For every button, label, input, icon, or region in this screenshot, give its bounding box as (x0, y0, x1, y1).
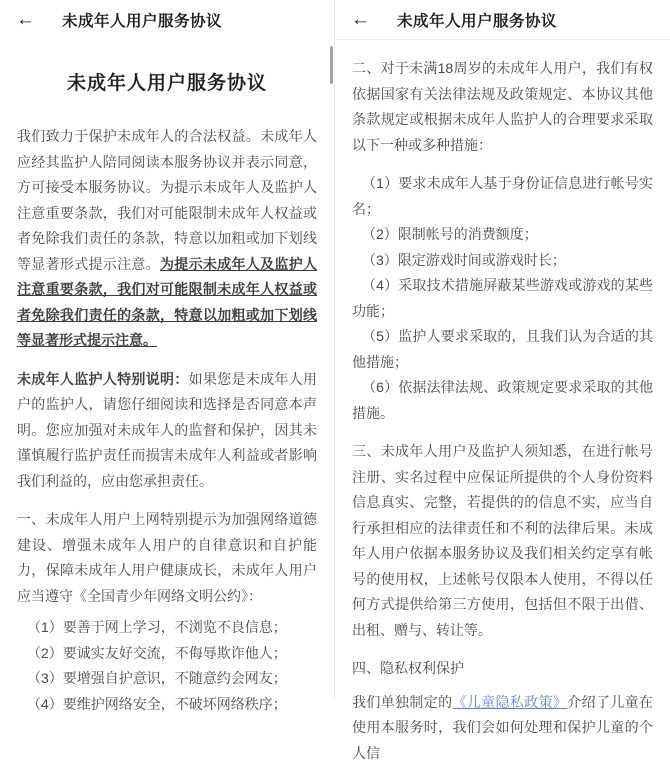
privacy-paragraph (352, 690, 653, 766)
list-item: （5）监护人要求采取的，且我们认为合适的其他措施； (352, 324, 653, 375)
measures-list (352, 171, 653, 426)
list-item: （4）要维护网络安全，不破坏网络秩序； (17, 692, 317, 718)
list-item: （2）要诚实友好交流，不侮辱欺诈他人； (17, 641, 317, 667)
right-document-body (335, 56, 670, 766)
intro-emphasis-text: 为提示未成年人及监护人注意重要条款，我们对可能限制未成年人权益或者免除我们责任的条款，特意以加粗或加下划线等显著形式提示注意。 (17, 256, 317, 349)
right-header (335, 0, 670, 40)
back-button[interactable] (16, 7, 42, 33)
list-item: （4）采取技术措施屏蔽某些游戏或游戏的某些功能； (352, 273, 653, 324)
section-three-paragraph: 三、未成年人用户及监护人须知悉，在进行帐号注册、实名过程中应保证所提供的个人身份资料信息真实、完整，若提供的的信息不实，应当自行承担相应的法律责任和不利的法律后果。未成年人用户依据本服务协议及我们相关约定享有帐号的使用权，上述帐号仅限本人使用，不得以任何方式提供给第三方使用，包括但不限于出借、出租、赠与、转让等。 (352, 439, 653, 643)
section-one-paragraph: 一、未成年人用户上网特别提示为加强网络道德建设、增强未成年人用户的自律意识和自护能力，保障未成年人用户健康成长，未成年人用户应当遵守《全国青少年网络文明公约》： (17, 507, 317, 609)
intro-normal-text: 我们致力于保护未成年人的合法权益。未成年人应经其监护人陪同阅读本服务协议并表示同意，方可接受本服务协议。为提示未成年人及监护人注意重要条款，我们对可能限制未成年人权益或者免除我们责任的条款，特意以加粗或加下划线等显著形式提示注意。 (17, 128, 317, 272)
right-screen (335, 0, 670, 698)
header-title: 未成年人用户服务协议 (62, 9, 222, 31)
document-title: 未成年人用户服务协议 (17, 71, 317, 97)
guardian-note-paragraph (17, 367, 317, 495)
list-item: （1）要求未成年人基于身份证信息进行帐号实名； (352, 171, 653, 222)
back-button[interactable] (351, 7, 377, 33)
back-arrow-icon: ← (351, 10, 370, 29)
list-item: （3）限定游戏时间或游戏时长； (352, 248, 653, 274)
guardian-note-body: 如果您是未成年人用户的监护人，请您仔细阅读和选择是否同意本声明。您应加强对未成年人的监督和保护，因其未谨慎履行监护责任而损害未成年人利益或者影响我们利益的，应由您承担责任。 (17, 371, 317, 489)
children-privacy-policy-link[interactable]: 《儿童隐私政策》 (452, 694, 567, 710)
guardian-note-lead: 未成年人监护人特别说明： (17, 371, 189, 387)
left-document-body (0, 71, 334, 717)
back-arrow-icon: ← (16, 10, 35, 29)
list-item: （2）限制帐号的消费额度； (352, 222, 653, 248)
list-item: （6）依据法律法规、政策规定要求采取的其他措施。 (352, 375, 653, 426)
civility-list (17, 615, 317, 717)
header-title: 未成年人用户服务协议 (397, 9, 557, 31)
list-item: （1）要善于网上学习，不浏览不良信息； (17, 615, 317, 641)
privacy-text-before: 我们单独制定的 (352, 694, 452, 710)
section-two-paragraph: 二、对于未满18周岁的未成年人用户，我们有权依据国家有关法律法规及政策规定、本协议其他条款规定或根据未成年人监护人的合理要求采取以下一种或多种措施： (352, 56, 653, 158)
intro-paragraph (17, 124, 317, 354)
section-four-heading: 四、隐私权利保护 (352, 656, 653, 682)
left-screen (0, 0, 335, 698)
left-header (0, 0, 334, 39)
scrollbar-thumb[interactable] (330, 46, 333, 84)
list-item: （3）要增强自护意识，不随意约会网友； (17, 666, 317, 692)
privacy-text-after: 介绍了儿童在使用本服务时，我们会如何处理和保护儿童的个人信 (352, 694, 653, 761)
